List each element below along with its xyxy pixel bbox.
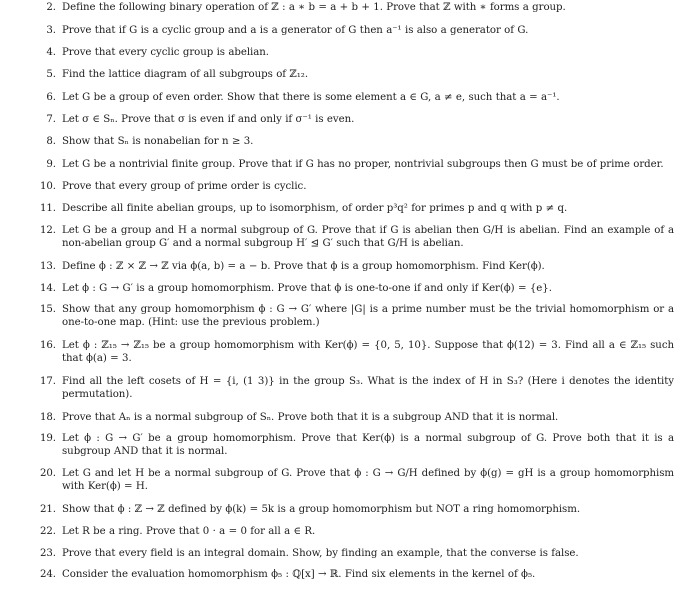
problem-2: [46, 1, 674, 14]
problem-5: [46, 68, 674, 81]
problem-number: 14.: [39, 283, 56, 294]
problem-11: [39, 202, 674, 215]
problem-23: [39, 547, 674, 560]
problem-text: Show that ϕ : ℤ → ℤ defined by ϕ(k) = 5k is a group homomorphism but NOT a ring homomorphism.: [62, 504, 581, 515]
problem-3: [46, 24, 674, 37]
problem-text: Prove that if G is a cyclic group and a is a generator of G then a⁻¹ is also a generator of G.: [62, 25, 529, 36]
problem-number: 24.: [39, 569, 56, 580]
problem-number: 16.: [39, 340, 56, 351]
problem-number: 7.: [46, 114, 56, 125]
problem-17: [39, 375, 674, 402]
problem-number: 4.: [46, 47, 56, 58]
problem-number: 10.: [39, 181, 56, 192]
problem-number: 22.: [39, 526, 56, 537]
problem-text: Prove that every cyclic group is abelian.: [62, 47, 269, 58]
problem-number: 12.: [39, 225, 56, 236]
problem-number: 11.: [39, 203, 56, 214]
problem-10: [39, 180, 674, 193]
problem-text: Define ϕ : ℤ × ℤ → ℤ via ϕ(a, b) = a − b. Prove that ϕ is a group homomorphism. Find Ker(ϕ).: [62, 261, 545, 272]
problem-number: 19.: [39, 433, 56, 444]
problem-4: [46, 46, 674, 59]
problem-number: 23.: [39, 548, 56, 559]
problem-text: Let ϕ : G → G′ is a group homomorphism. Prove that ϕ is one-to-one if and only if Ker(ϕ) = {e}.: [62, 283, 552, 294]
problem-text: Let G be a nontrivial finite group. Prove that if G has no proper, nontrivial subgroups then G must be of prime order.: [62, 159, 664, 170]
problem-text: Describe all finite abelian groups, up to isomorphism, of order p³q² for primes p and q with p ≠ q.: [62, 203, 568, 214]
problem-text: Let σ ∈ Sₙ. Prove that σ is even if and only if σ⁻¹ is even.: [62, 114, 355, 125]
problem-13: [39, 260, 674, 273]
problem-number: 5.: [46, 69, 56, 80]
problem-text: Show that Sₙ is nonabelian for n ≥ 3.: [62, 136, 254, 147]
problem-12: [39, 224, 674, 251]
problem-text: Let R be a ring. Prove that 0 · a = 0 for all a ∈ R.: [62, 526, 316, 537]
problem-text: Prove that every group of prime order is cyclic.: [62, 181, 307, 192]
problem-19: [39, 432, 674, 459]
problem-24: [39, 568, 674, 581]
problem-text: Define the following binary operation of ℤ : a ∗ b = a + b + 1. Prove that ℤ with ∗ forms a group.: [62, 2, 566, 13]
problem-number: 8.: [46, 136, 56, 147]
problem-text: Show that any group homomorphism ϕ : G → G′ where |G| is a prime number must be the trivial homomorphism or a one-to-one map. (Hint: use the previous problem.): [62, 304, 674, 329]
problem-14: [39, 282, 674, 295]
problem-20: [39, 467, 674, 494]
problem-text: Consider the evaluation homomorphism ϕ₅ : ℚ[x] → ℝ. Find six elements in the kernel of ϕ₅.: [62, 569, 536, 580]
problem-text: Let ϕ : ℤ₁₅ → ℤ₁₅ be a group homomorphism with Ker(ϕ) = {0, 5, 10}. Suppose that ϕ(12) = 3. Find all a ∈ ℤ₁₅ such that ϕ(a) = 3.: [62, 340, 674, 365]
problem-number: 17.: [39, 376, 56, 387]
problem-15: [39, 303, 674, 330]
problem-number: 15.: [39, 304, 56, 315]
problem-16: [39, 339, 674, 366]
problem-7: [46, 113, 674, 126]
problem-8: [46, 135, 674, 148]
problem-number: 21.: [39, 504, 56, 515]
problem-number: 6.: [46, 92, 56, 103]
problem-number: 9.: [46, 159, 56, 170]
problem-9: [46, 158, 674, 171]
problem-text: Let G be a group of even order. Show that there is some element a ∈ G, a ≠ e, such that a = a⁻¹.: [62, 92, 560, 103]
problem-text: Find all the left cosets of H = {i, (1 3)} in the group S₃. What is the index of H in S₃? (Here i denotes the identity permutation).: [62, 376, 674, 401]
problem-number: 13.: [39, 261, 56, 272]
problem-number: 20.: [39, 468, 56, 479]
problem-21: [39, 503, 674, 516]
problem-text: Prove that Aₙ is a normal subgroup of Sₙ. Prove both that it is a subgroup AND that it is normal.: [62, 412, 559, 423]
problem-text: Find the lattice diagram of all subgroups of ℤ₁₂.: [62, 69, 309, 80]
problem-18: [39, 411, 674, 424]
problem-number: 2.: [46, 2, 56, 13]
problem-text: Let G be a group and H a normal subgroup of G. Prove that if G is abelian then G/H is abelian. Find an example of a non-abelian group G′ and a normal subgroup H′ ⊴ G′ such that G/H is abelian.: [62, 225, 674, 250]
problem-number: 3.: [46, 25, 56, 36]
problem-text: Let G and let H be a normal subgroup of G. Prove that ϕ : G → G/H defined by ϕ(g) = gH is a group homomorphism with Ker(ϕ) = H.: [62, 468, 674, 493]
problem-22: [39, 525, 674, 538]
problem-6: [46, 91, 674, 104]
problem-number: 18.: [39, 412, 56, 423]
problem-text: Prove that every field is an integral domain. Show, by finding an example, that the converse is false.: [62, 548, 579, 559]
problem-text: Let ϕ : G → G′ be a group homomorphism. Prove that Ker(ϕ) is a normal subgroup of G. Prove both that it is a subgroup AND that it is normal.: [62, 433, 674, 458]
